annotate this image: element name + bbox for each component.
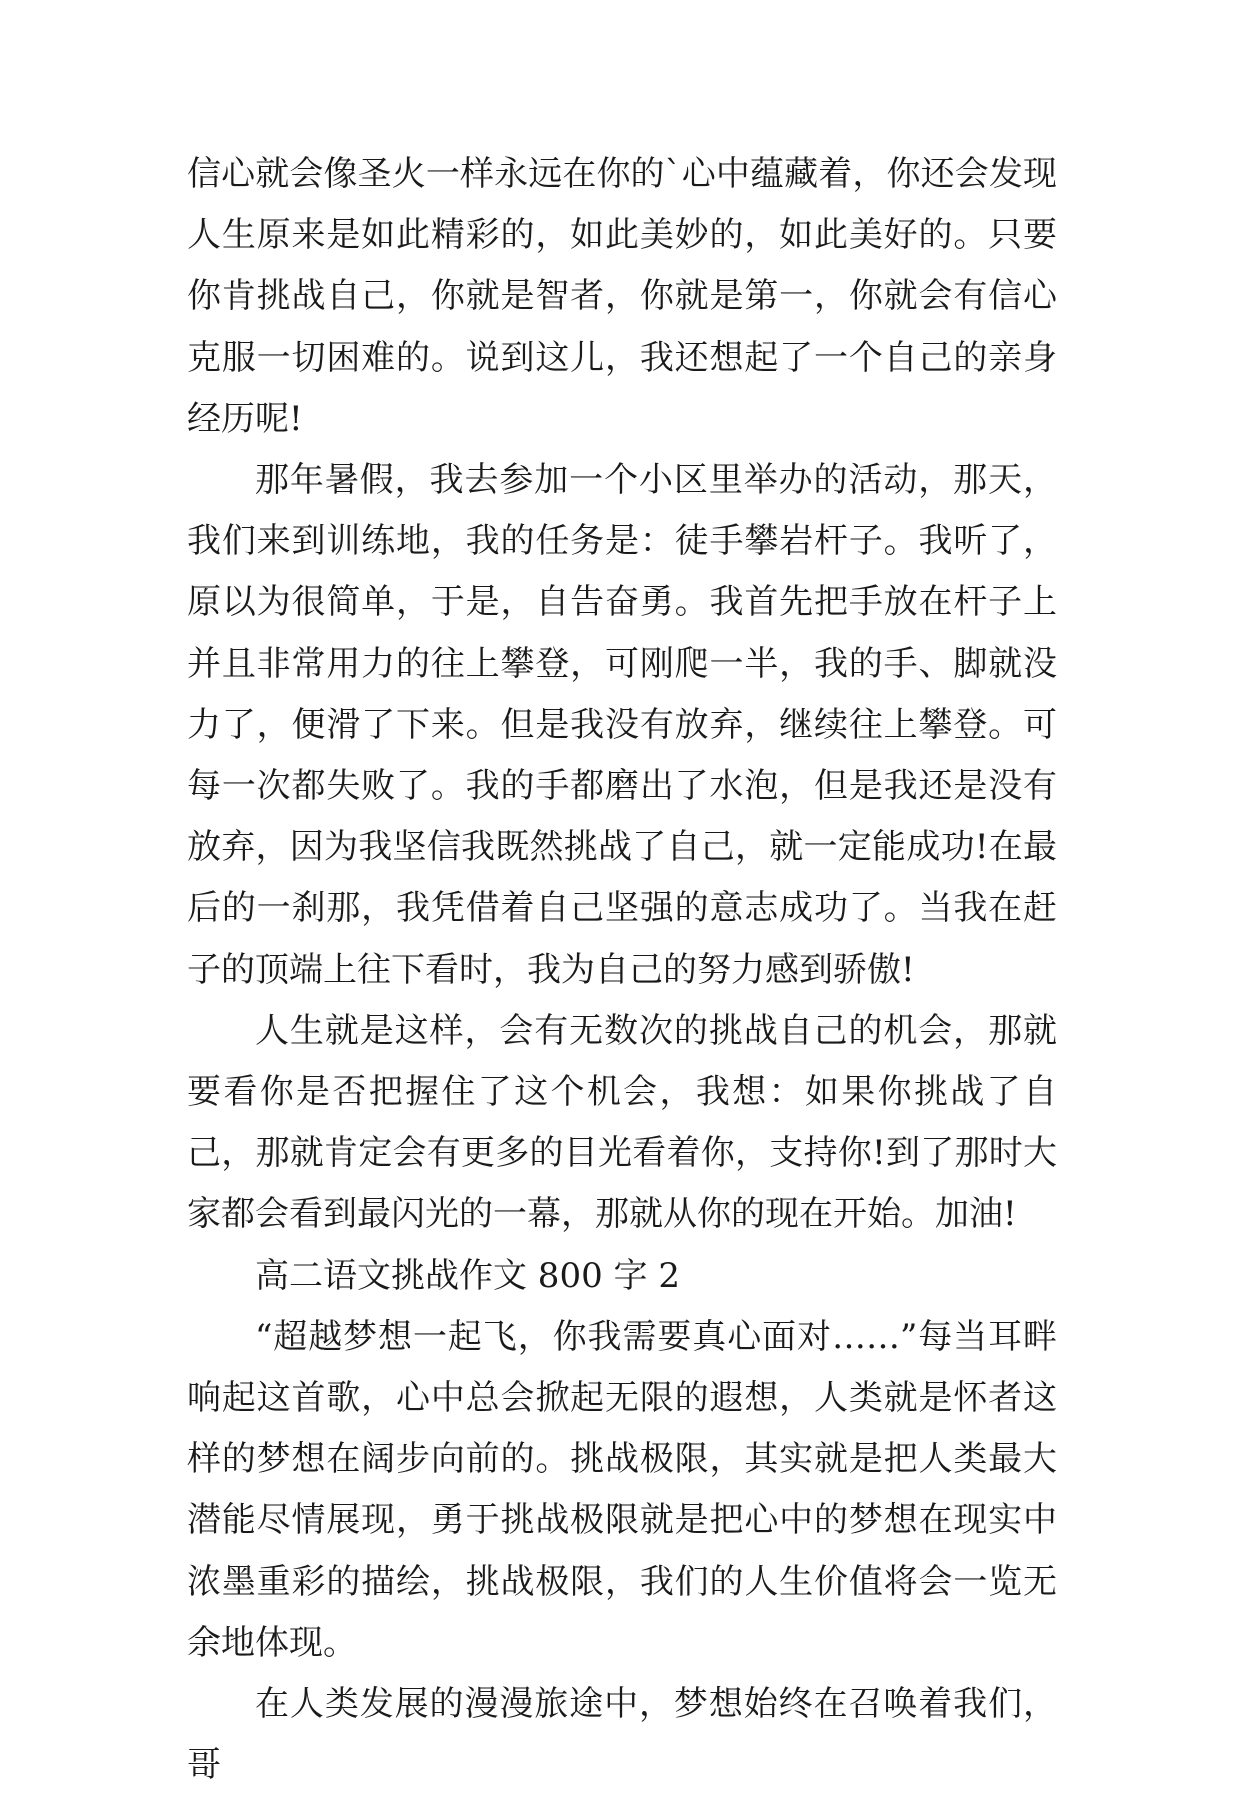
paragraph-3: 人生就是这样，会有无数次的挑战自己的机会，那就要看你是否把握住了这个机会，我想：如果你挑战了自己，那就肯定会有更多的目光看着你，支持你!到了那时大家都会看到最闪光的一幕，那就从你的现在开始。加油! (187, 1010, 1057, 1235)
document-body (187, 144, 1057, 1796)
paragraph-4: “超越梦想一起飞，你我需要真心面对……”每当耳畔响起这首歌，心中总会掀起无限的遐想，人类就是怀者这样的梦想在阔步向前的。挑战极限，其实就是把人类最大潜能尽情展现，勇于挑战极限就是把心中的梦想在现实中浓墨重彩的描绘，挑战极限，我们的人生价值将会一览无余地体现。 (187, 1316, 1057, 1663)
paragraph-2: 那年暑假，我去参加一个小区里举办的活动，那天，我们来到训练地，我的任务是：徒手攀岩杆子。我听了，原以为很简单，于是，自告奋勇。我首先把手放在杆子上并且非常用力的往上攀登，可刚爬一半，我的手、脚就没力了，便滑了下来。但是我没有放弃，继续往上攀登。可每一次都失败了。我的手都磨出了水泡，但是我还是没有放弃，因为我坚信我既然挑战了自己，就一定能成功!在最后的一刹那，我凭借着自己坚强的意志成功了。当我在赶子的顶端上往下看时，我为自己的努力感到骄傲! (187, 460, 1057, 990)
section-heading: 高二语文挑战作文 800 字 2 (255, 1255, 680, 1296)
paragraph-1: 信心就会像圣火一样永远在你的`心中蕴藏着，你还会发现人生原来是如此精彩的，如此美妙的，如此美好的。只要你肯挑战自己，你就是智者，你就是第一，你就会有信心克服一切困难的。说到这儿，我还想起了一个自己的亲身经历呢! (187, 154, 1057, 439)
paragraph-5: 在人类发展的漫漫旅途中，梦想始终在召唤着我们，哥 (187, 1684, 1057, 1786)
